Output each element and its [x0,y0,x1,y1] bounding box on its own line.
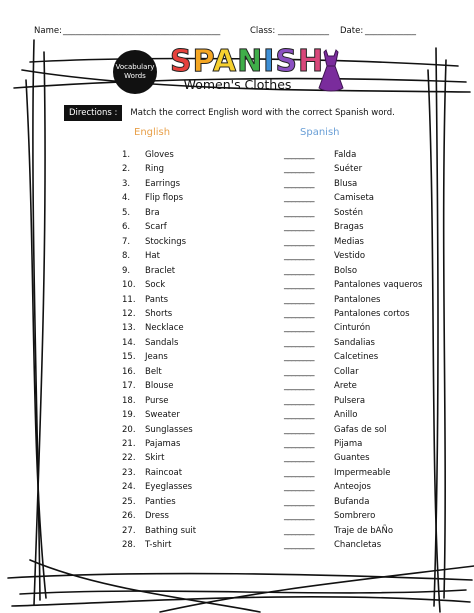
english-word: Raincoat [145,467,183,478]
badge-line1: Vocabulary [115,63,155,71]
english-word: Eyeglasses [145,482,193,493]
name-blank[interactable]: _____________________________________ [63,26,221,36]
answer-blank[interactable]: ________ [284,193,314,204]
item-number: 15. [122,352,136,363]
class-label: Class: [250,26,276,36]
spanish-word: Sombrero [334,511,376,522]
english-word: Blouse [145,381,174,392]
item-number: 4. [122,193,131,204]
answer-blank[interactable]: ________ [284,265,314,276]
english-word: Bra [145,207,160,218]
english-word: Hat [145,251,160,262]
english-word: Pajamas [145,439,181,449]
item-number: 1. [122,150,131,160]
spanish-word: Gafas de sol [334,424,387,435]
spanish-word: Pijama [334,439,363,449]
english-word: Jeans [145,352,168,363]
spanish-word: Anillo [334,410,358,421]
spanish-word: Guantes [334,453,370,464]
item-number: 13. [122,323,136,334]
answer-blank[interactable]: ________ [284,178,314,189]
answer-blank[interactable]: ________ [284,540,314,551]
spanish-word: Pantalones [334,294,381,305]
answer-blank[interactable]: ________ [284,511,314,522]
item-number: 12. [122,308,136,319]
item-number: 28. [122,540,136,551]
english-word: Belt [145,366,162,377]
answer-blank[interactable]: ________ [284,251,314,262]
spanish-word: Pantalones vaqueros [334,280,423,291]
answer-blank[interactable]: ________ [284,352,314,363]
item-number: 11. [122,294,136,305]
english-word: Purse [145,395,169,406]
english-word: Pants [145,294,169,305]
answer-blank[interactable]: ________ [284,323,314,334]
spanish-word: Sandalias [334,337,375,348]
item-number: 18. [122,395,136,406]
item-number: 5. [122,207,131,218]
spanish-column-header: Spanish [300,127,340,138]
answer-blank[interactable]: ________ [284,366,314,377]
spanish-word: Falda [334,150,357,160]
item-number: 26. [122,511,136,522]
spanish-word: Calcetines [334,352,379,363]
spanish-word: Bolso [334,265,358,276]
vocabulary-words-badge [113,50,157,94]
answer-blank[interactable]: ________ [284,482,314,493]
item-number: 20. [122,424,136,435]
spanish-word: Arete [334,381,357,392]
answer-blank[interactable]: ________ [284,453,314,464]
spanish-word: Suéter [334,164,363,175]
answer-blank[interactable]: ________ [284,381,314,392]
item-number: 17. [122,381,136,392]
spanish-word: Chancletas [334,540,382,551]
item-number: 19. [122,410,136,421]
badge-line2: Words [124,72,146,80]
spanish-word: Cinturón [334,323,371,334]
english-word: Dress [145,511,169,522]
title-letter: A [212,44,238,79]
answer-blank[interactable]: ________ [284,439,314,449]
title-letter: H [297,44,325,79]
directions [64,105,395,121]
english-word: Shorts [145,308,173,319]
title-letter: S [170,44,193,79]
item-number: 2. [122,164,131,175]
answer-blank[interactable]: ________ [284,294,314,305]
english-word: Sunglasses [145,424,193,435]
date-blank[interactable]: ____________ [365,26,416,36]
spanish-word: Bufanda [334,496,370,507]
english-word: Sweater [145,410,180,421]
spanish-word: Sostén [334,207,363,218]
english-word: Earrings [145,178,180,189]
item-number: 24. [122,482,136,493]
english-word: Scarf [145,222,167,233]
english-word: Skirt [145,453,165,464]
answer-blank[interactable]: ________ [284,410,314,421]
dress-icon [311,48,351,94]
item-number: 14. [122,337,136,348]
answer-blank[interactable]: ________ [284,150,314,160]
item-number: 3. [122,178,131,189]
answer-blank[interactable]: ________ [284,395,314,406]
spanish-word: Vestido [334,251,366,262]
directions-label: Directions : [64,105,122,121]
page-title [170,44,325,79]
title-letter: P [192,44,213,79]
spanish-word: Bragas [334,222,364,233]
item-number: 7. [122,236,131,247]
item-number: 8. [122,251,131,262]
english-word: Braclet [145,265,176,276]
spanish-word: Collar [334,366,359,377]
english-word: Sock [145,280,166,291]
english-word: Bathing suit [145,525,197,536]
answer-blank[interactable]: ________ [284,236,314,247]
english-word: Gloves [145,150,174,160]
english-column-header: English [134,127,171,138]
title-letter: I [263,44,276,79]
answer-blank[interactable]: ________ [284,424,314,435]
item-number: 6. [122,222,131,233]
item-number: 10. [122,280,136,291]
spanish-word: Blusa [334,178,358,189]
english-word: Sandals [145,337,179,348]
answer-blank[interactable]: ________ [284,164,314,175]
item-number: 22. [122,453,136,464]
item-number: 21. [122,439,136,449]
english-word: T-shirt [145,540,172,551]
class-blank[interactable]: ____________ [278,26,329,36]
answer-blank[interactable]: ________ [284,207,314,218]
page-subtitle: Women's Clothes [183,77,292,92]
answer-blank[interactable]: ________ [284,222,314,233]
item-number: 16. [122,366,136,377]
title-letter: S [275,44,298,79]
answer-blank[interactable]: ________ [284,308,314,319]
answer-blank[interactable]: ________ [284,525,314,536]
spanish-word: Anteojos [334,482,371,493]
spanish-word: Camiseta [334,193,374,204]
title-letter: N [237,44,264,79]
answer-blank[interactable]: ________ [284,496,314,507]
item-number: 25. [122,496,136,507]
english-word: Flip flops [145,193,184,204]
spanish-word: Traje de bAÑo [334,525,394,536]
english-word: Panties [145,496,176,507]
spanish-word: Medias [334,236,364,247]
directions-text: Match the correct English word with the correct Spanish word. [130,108,395,118]
english-word: Ring [145,164,165,175]
item-number: 23. [122,467,136,478]
spanish-word: Pulsera [334,395,366,406]
english-word: Stockings [145,236,187,247]
answer-blank[interactable]: ________ [284,280,314,291]
spanish-word: Impermeable [334,467,391,478]
item-number: 27. [122,525,136,536]
date-label: Date: [340,26,364,36]
answer-blank[interactable]: ________ [284,337,314,348]
english-word: Necklace [145,323,184,334]
spanish-word: Pantalones cortos [334,308,410,319]
item-number: 9. [122,265,131,276]
answer-blank[interactable]: ________ [284,467,314,478]
name-label: Name: [34,26,62,36]
